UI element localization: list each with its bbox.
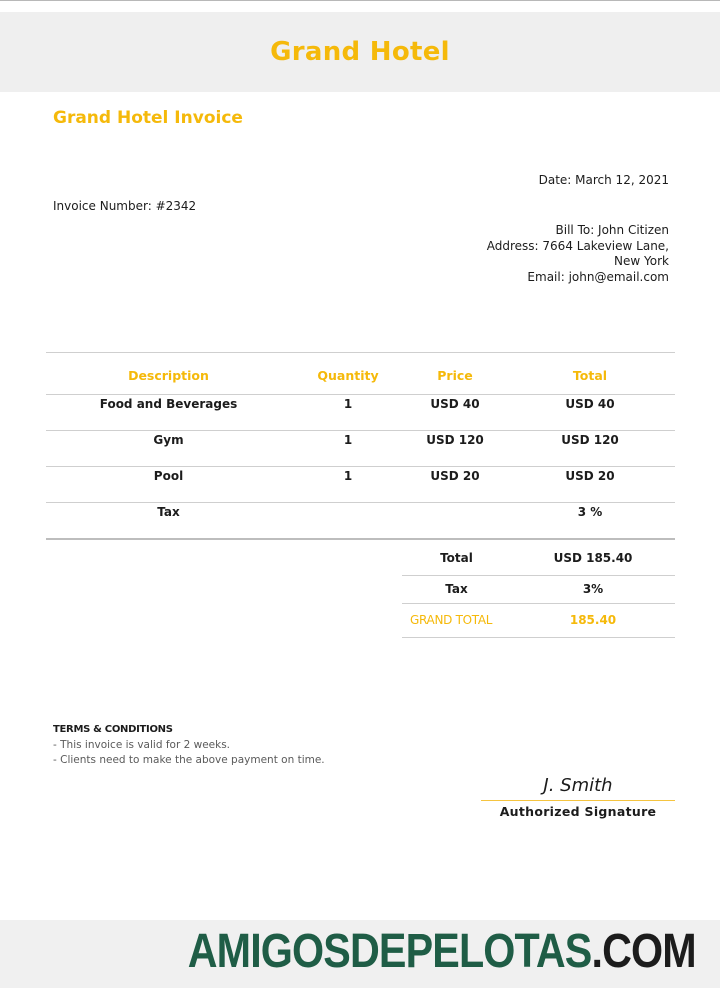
invoice-date: Date: March 12, 2021 [538,173,669,187]
terms-line: - This invoice is valid for 2 weeks. [53,738,231,751]
terms-line: - Clients need to make the above payment on time. [53,754,325,766]
signature-name: J. Smith [543,775,613,796]
grand-total-value: 185.40 [569,613,617,627]
item-quantity: 1 [343,469,353,483]
summary-total-label: Total [440,550,473,565]
item-total: USD 120 [561,433,619,447]
item-price: USD 40 [430,397,480,411]
footer-brand-logo [188,924,696,979]
summary-tax-row [402,575,675,603]
table-row [46,431,675,467]
grand-total-label: GRAND TOTAL [410,613,493,627]
item-description: Food and Beverages [99,397,238,411]
bill-to-email: Email: john@email.com [527,269,669,284]
summary-table [402,541,675,638]
signature-label: Authorized Signature [499,804,657,819]
item-total: USD 40 [565,397,615,411]
bill-to-name: Bill To: John Citizen [555,223,669,237]
table-row [46,503,675,539]
item-description: Pool [153,469,184,483]
item-price: USD 120 [426,433,484,447]
summary-grand-total-row [402,603,675,637]
invoice-number: Invoice Number: #2342 [53,199,197,213]
item-price: USD 20 [430,469,480,483]
item-description: Gym [153,433,184,447]
summary-total-row [402,541,675,575]
bill-to-address-line2: New York [614,254,669,268]
item-total: 3 % [577,505,603,519]
column-header-description: Description [128,368,209,383]
item-total: USD 20 [565,469,615,483]
column-header-price: Price [437,368,473,383]
items-table-header [46,353,675,395]
summary-tax-value: 3% [582,582,604,596]
summary-total-value: USD 185.40 [553,550,633,565]
table-row [46,467,675,503]
hotel-name: Grand Hotel [270,37,450,67]
terms-heading: TERMS & CONDITIONS [53,724,173,735]
signature-line [481,800,675,801]
item-quantity [291,503,405,539]
item-description: Tax [157,505,180,519]
item-quantity: 1 [343,433,353,447]
terms-and-conditions [53,722,325,769]
top-border [0,0,720,1]
summary-tax-label: Tax [445,582,468,596]
item-price [405,503,505,539]
header-band [0,12,720,92]
table-row [46,395,675,431]
bill-to-address-line1: Address: 7664 Lakeview Lane, [486,238,669,253]
footer-brand-tld: .COM [591,925,696,978]
bill-to-block [487,223,669,285]
items-table [46,352,675,540]
column-header-quantity: Quantity [317,368,379,383]
signature-block [481,774,675,819]
column-header-total: Total [572,368,608,383]
footer-band [0,920,720,988]
footer-brand-main: AMIGOSDEPELOTAS [187,925,592,978]
item-quantity: 1 [343,397,353,411]
invoice-title: Grand Hotel Invoice [53,108,243,128]
